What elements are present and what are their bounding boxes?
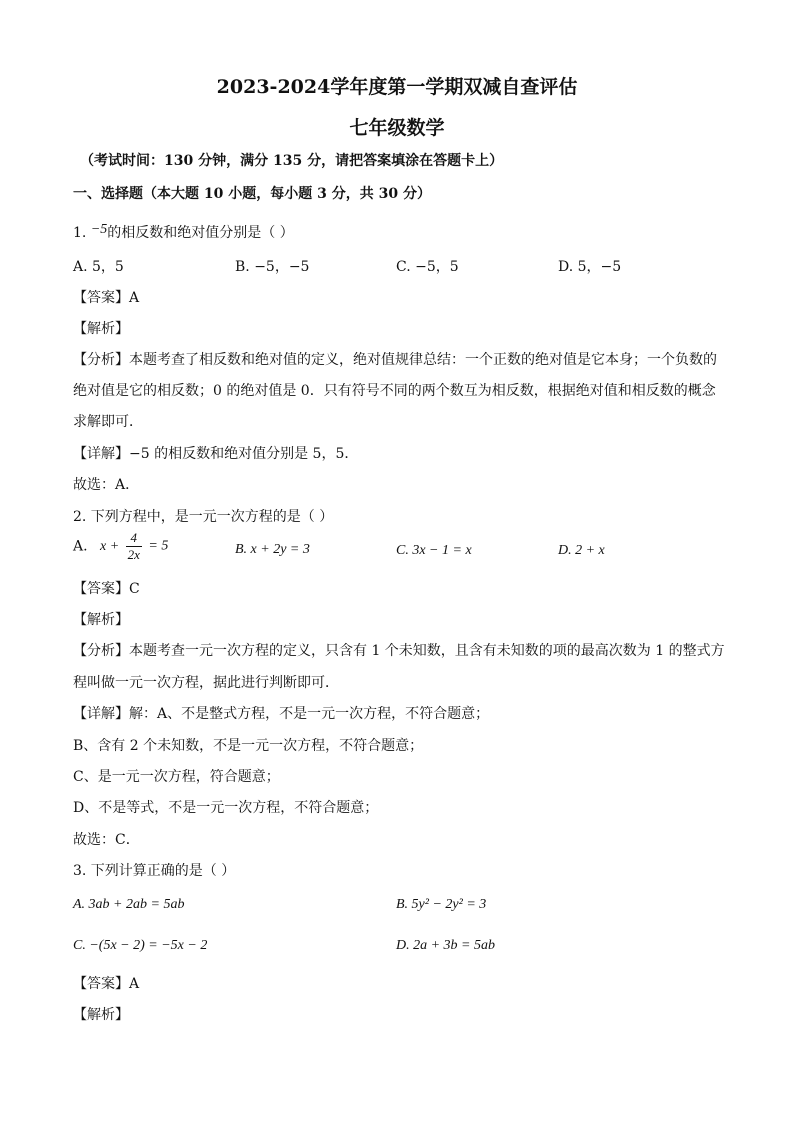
q1-answer: 【答案】A bbox=[73, 290, 140, 306]
q1-option-d: D. 5，−5 bbox=[558, 259, 622, 275]
q2-stem: 2. 下列方程中，是一元一次方程的是（ ） bbox=[73, 509, 334, 525]
q2-option-a-numerator: 4 bbox=[126, 530, 142, 547]
q3-option-a bbox=[73, 896, 184, 913]
page-subtitle: 七年级数学 bbox=[349, 117, 445, 139]
q2-choose: 故选：C． bbox=[73, 832, 140, 848]
q3-option-a-text: A. 3ab + 2ab = 5ab bbox=[73, 897, 185, 912]
q2-option-d bbox=[558, 542, 605, 559]
q1-stem-text: 的相反数和绝对值分别是（ ） bbox=[107, 225, 294, 241]
q2-option-a-right: = 5 bbox=[148, 538, 169, 554]
q2-option-b bbox=[235, 541, 310, 558]
q1-option-a: A. 5，5 bbox=[73, 259, 124, 275]
q1-analysis-line-1: 【分析】本题考查了相反数和绝对值的定义，绝对值规律总结：一个正数的绝对值是它本身；一个负数的 bbox=[73, 352, 717, 368]
q3-stem: 3. 下列计算正确的是（ ） bbox=[73, 863, 236, 879]
q1-detail: 【详解】−5 的相反数和绝对值分别是 5，5． bbox=[73, 446, 359, 462]
q3-option-d bbox=[396, 937, 495, 954]
q1-option-b: B. −5，−5 bbox=[235, 259, 310, 275]
q2-analysis-line-2: 程叫做一元一次方程，据此进行判断即可． bbox=[73, 675, 339, 691]
q2-option-c bbox=[396, 542, 472, 559]
q3-answer: 【答案】A bbox=[73, 976, 140, 992]
q1-option-c: C. −5，5 bbox=[396, 259, 459, 275]
q2-option-a-label: A. bbox=[73, 538, 88, 555]
q2-detail-line-1: 【详解】解：A、不是整式方程，不是一元一次方程，不符合题意； bbox=[73, 706, 490, 722]
q2-option-a-fraction bbox=[126, 530, 142, 563]
q3-jiexi: 【解析】 bbox=[73, 1007, 129, 1023]
q1-analysis-line-3: 求解即可． bbox=[73, 414, 143, 430]
page-title: 2023-2024学年度第一学期双减自查评估 bbox=[216, 76, 578, 98]
q1-jiexi: 【解析】 bbox=[73, 321, 129, 337]
q2-option-a-left: x + bbox=[100, 538, 120, 554]
q1-stem bbox=[73, 222, 294, 242]
q3-option-d-text: D. 2a + 3b = 5ab bbox=[396, 938, 496, 953]
q2-detail-line-2: B、含有 2 个未知数，不是一元一次方程，不符合题意； bbox=[73, 738, 424, 754]
q1-analysis-line-2: 绝对值是它的相反数；0 的绝对值是 0．只有符号不同的两个数互为相反数，根据绝对值和相反数的概念 bbox=[73, 383, 716, 399]
q2-jiexi: 【解析】 bbox=[73, 612, 129, 628]
q3-option-b bbox=[396, 896, 486, 913]
q1-math: −5 bbox=[90, 222, 108, 237]
q3-option-c bbox=[73, 937, 207, 954]
q1-choose: 故选：A． bbox=[73, 477, 140, 493]
q2-option-a-denominator: 2x bbox=[127, 547, 140, 562]
q2-option-a bbox=[73, 530, 168, 563]
q3-option-c-text: C. −(5x − 2) = −5x − 2 bbox=[73, 938, 208, 953]
exam-info: （考试时间：130 分钟，满分 135 分，请把答案填涂在答题卡上） bbox=[80, 153, 504, 169]
q2-option-b-text: B. x + 2y = 3 bbox=[235, 542, 310, 557]
q2-analysis-line-1: 【分析】本题考查一元一次方程的定义，只含有 1 个未知数，且含有未知数的项的最高次数为 1 的整式方 bbox=[73, 643, 725, 659]
section-heading: 一、选择题（本大题 10 小题，每小题 3 分，共 30 分） bbox=[73, 186, 431, 202]
q2-answer: 【答案】C bbox=[73, 581, 140, 597]
q2-option-c-text: C. 3x − 1 = x bbox=[396, 543, 472, 558]
q1-number: 1. bbox=[73, 225, 87, 241]
q2-option-d-text: D. 2 + x bbox=[558, 543, 605, 558]
q2-detail-line-3: C、是一元一次方程，符合题意； bbox=[73, 769, 280, 785]
q2-detail-line-4: D、不是等式，不是一元一次方程，不符合题意； bbox=[73, 800, 379, 816]
q3-option-b-text: B. 5y² − 2y² = 3 bbox=[396, 897, 487, 912]
